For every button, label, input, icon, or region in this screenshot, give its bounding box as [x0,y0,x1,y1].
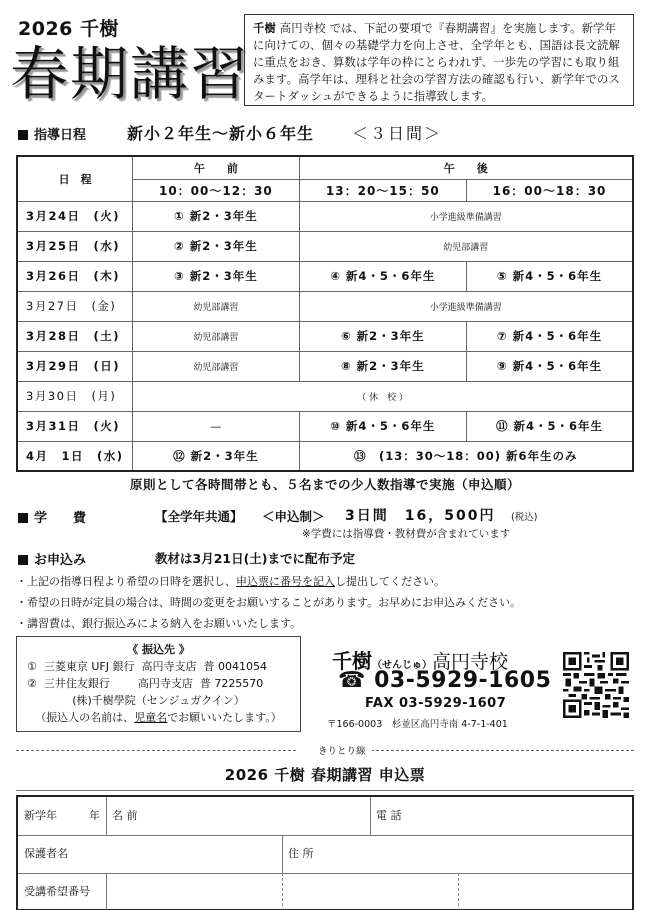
fax-number: FAX 03-5929-1607 [365,696,507,711]
row-pm1: ④ 新4・5・6年生 [299,261,466,291]
row-am: ② 新2・3年生 [133,231,299,261]
header-am-time: 10：00～12：30 [133,179,299,201]
fee-price: 3日間 16，500円 [345,508,496,524]
form-title: 2026 千樹 春期講習 申込票 [224,766,426,784]
schedule-section-heading [18,124,86,143]
square-bullet-icon [18,513,28,523]
bank-transfer-box [16,636,301,732]
bank-title: 《 振込先 》 [127,643,190,656]
square-bullet-icon [18,130,28,140]
schedule-table [16,155,634,472]
header-pm-time-1: 13：20～15：50 [299,179,466,201]
page-title: 春期講習 [10,40,251,108]
row-am: — [133,411,299,441]
row-am: 幼児部講習 [133,351,299,381]
application-bullets [16,571,521,634]
bullet-text: し提出してください。 [335,575,445,588]
header-date: 日 程 [17,156,133,201]
table-row [17,351,633,381]
row-date: 4月 1日 (水) [17,441,133,471]
row-date: 3月28日 (土) [17,321,133,351]
account-holder: (株)千樹學院（センジュガクイン） [72,694,245,707]
intro-brand: 千樹 [253,22,276,35]
application-section-heading [18,549,86,568]
schedule-grades: 新小２年生～新小６年生 [127,124,315,143]
row-date: 3月31日 (火) [17,411,133,441]
cut-line [16,745,634,755]
bullet-item: ・講習費は、銀行振込みによる納入をお願いいたします。 [16,617,302,630]
intro-box [244,14,634,106]
row-pm-merged: 小学進級準備講習 [299,201,633,231]
school-address: 〒166-0003 杉並区高円寺南 4-7-1-401 [327,719,508,730]
row-pm2: ⑦ 新4・5・6年生 [467,321,633,351]
row-pm-merged: 幼児部講習 [299,231,633,261]
header-pm-time-2: 16：00～18：30 [467,179,633,201]
course-number-label: 受講希望番号 [24,885,90,898]
name-label: 名 前 [112,809,138,822]
name-field[interactable] [106,797,370,835]
capacity-note: 原則として各時間帯とも、５名までの少人数指導で実施（申込順） [129,477,520,492]
row-pm2: ⑨ 新4・5・6年生 [467,351,633,381]
fee-note: ※学費には指導費・教材費が含まれています [302,528,511,540]
row-date: 3月24日 (火) [17,201,133,231]
note-text: （振込人の名前は、 [35,711,135,724]
row-pm-merged: 小学進級準備講習 [299,291,633,321]
row-am: ⑫ 新2・3年生 [133,441,299,471]
bullet-item [16,571,521,592]
phone-text: 03-5929-1605 [374,668,552,693]
qr-code-icon[interactable] [563,652,629,718]
schedule-duration: ＜３日間＞ [352,124,443,143]
phone-field[interactable] [370,797,632,835]
cut-line-left [16,750,296,751]
bullet-underline: 申込票に番号を記入 [236,575,335,588]
grade-label: 新学年 [24,809,57,822]
course-number-field-1[interactable] [106,873,282,910]
intro-text: 高円寺校 では、下記の要項で『春期講習』を実施します。新学年に向けての、個々の基礎学力を向上させ、全学年とも、国語は長文読解に重点をおき、算数は学年の枠にとらわれず、一歩先の学習にも取り組みます。高学年は、理科と社会の学習方法の確認も行い、新学年でのスタートダッシュができるように指導致します。 [253,22,621,103]
address-field[interactable] [282,835,632,873]
row-am: 幼児部講習 [133,321,299,351]
school-brand: 千樹 [332,649,372,673]
row-pm1: ⑧ 新2・3年生 [299,351,466,381]
row-closed: （ 休 校 ） [133,381,633,411]
row-am: ① 新2・3年生 [133,201,299,231]
phone-label: 電 話 [376,809,402,822]
fee-tax: (税込) [511,512,538,523]
course-number-label-cell [18,873,106,910]
school-kana: （せんじゅ） [372,660,432,671]
note-underline: 児童名 [134,711,168,724]
header-am: 午 前 [133,156,299,179]
table-row [17,201,633,231]
row-date: 3月27日 (金) [17,291,133,321]
row-date: 3月26日 (木) [17,261,133,291]
row-pm2: ⑤ 新4・5・6年生 [467,261,633,291]
table-header-row [17,156,633,179]
grade-field[interactable] [18,797,106,835]
application-section-label: お申込み [34,553,87,568]
fee-common: 【全学年共通】 [155,509,243,524]
form-title-rule [16,790,634,791]
row-pm1: ⑩ 新4・5・6年生 [299,411,466,441]
application-form [16,795,634,910]
row-pm-merged: ⑬ (13：30～18：00) 新6年生のみ [299,441,633,471]
fee-section-heading [18,507,86,526]
guardian-label: 保護者名 [24,847,68,860]
guardian-field[interactable] [18,835,282,873]
bank-account: ② 三井住友銀行 高円寺支店 普 7225570 [27,677,264,690]
header-pm: 午 後 [299,156,633,179]
row-date: 3月30日 (月) [17,381,133,411]
transfer-name-note [17,709,300,726]
table-row [17,321,633,351]
phone-number[interactable] [338,668,551,693]
table-row [17,381,633,411]
fee-section-label: 学 費 [34,511,87,526]
note-text: でお願いいたします。） [167,711,282,724]
year-brand-title: 2026 千樹 [18,18,119,40]
course-number-field-2[interactable] [282,873,458,910]
fee-apply-type: ＜申込制＞ [262,509,325,524]
address-label: 住 所 [288,847,314,860]
row-date: 3月25日 (水) [17,231,133,261]
row-pm2: ⑪ 新4・5・6年生 [467,411,633,441]
cut-line-label: きりとり線 [312,743,372,757]
row-am: ③ 新2・3年生 [133,261,299,291]
phone-icon: ☎ [338,668,366,693]
row-am: 幼児部講習 [133,291,299,321]
school-branch: 高円寺校 [432,651,509,673]
table-row [17,291,633,321]
table-row [17,231,633,261]
bullet-item: ・希望の日時が定員の場合は、時間の変更をお願いすることがあります。お早めにお申込みください。 [16,596,522,609]
square-bullet-icon [18,555,28,565]
bank-account: ① 三菱東京 UFJ 銀行 高円寺支店 普 0041054 [27,660,267,673]
bullet-text: ・上記の指導日程より希望の日時を選択し、 [16,575,236,588]
cut-line-right [366,750,634,751]
row-date: 3月29日 (日) [17,351,133,381]
row-pm1: ⑥ 新2・3年生 [299,321,466,351]
table-row [17,261,633,291]
material-note: 教材は3月21日(土)までに配布予定 [155,551,356,566]
course-number-field-3[interactable] [458,873,632,910]
grade-suffix: 年 [89,809,100,822]
schedule-section-label: 指導日程 [34,128,87,143]
table-row [17,441,633,471]
table-row [17,411,633,441]
